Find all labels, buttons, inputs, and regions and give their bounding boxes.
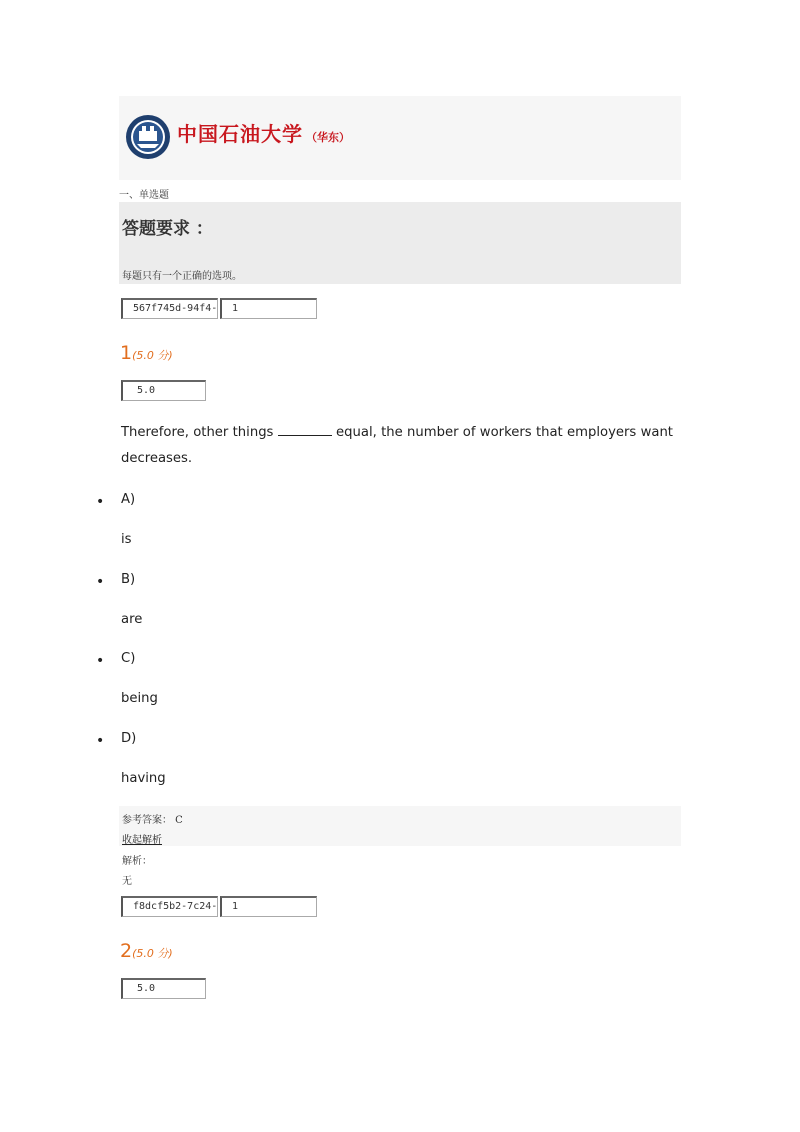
option-letter: D) (121, 730, 137, 746)
question-seq-field: 1 (220, 896, 317, 917)
question-2-id-row (121, 896, 681, 920)
header-banner (119, 96, 681, 180)
section-label: 一、单选题 (119, 190, 169, 201)
exam-page (96, 96, 681, 1000)
question-1-id-row (121, 298, 681, 322)
option-letter: A) (121, 492, 136, 507)
question-1-score-row (119, 380, 681, 402)
bullet-icon: • (96, 732, 105, 749)
score-field: 5.0 (121, 380, 206, 401)
collapse-analysis-link[interactable]: 收起解析 (122, 835, 162, 846)
option-letter: C) (121, 651, 136, 666)
requirements-box (119, 202, 681, 284)
analysis-value: 无 (122, 876, 132, 887)
question-id-field: 567f745d-94f4- (121, 298, 218, 319)
university-logo-text: 中国石油大学 （华东） (177, 122, 350, 146)
option-text: are (121, 611, 143, 627)
option-text: being (121, 691, 158, 706)
option-text: is (121, 532, 132, 547)
option-letter: B) (121, 571, 136, 587)
bullet-icon: • (96, 573, 105, 590)
answer-blank (278, 421, 332, 436)
question-id-field: f8dcf5b2-7c24- (121, 896, 218, 917)
question-2-number: 2(5.0 分) (120, 940, 173, 962)
reference-answer: 参考答案： C (122, 815, 183, 826)
question-1-number: 1(5.0 分) (120, 342, 173, 364)
question-1-text: Therefore, other things equal, the number of workers that employers want decreases. (121, 420, 673, 472)
analysis-label: 解析： (122, 856, 152, 867)
question-2-score-row (119, 978, 681, 1000)
option-c[interactable] (96, 651, 681, 731)
question-1-options (96, 492, 681, 810)
option-text: having (121, 770, 166, 786)
requirements-text: 每题只有一个正确的选项。 (122, 271, 242, 282)
option-b[interactable] (96, 571, 681, 652)
option-a[interactable] (96, 492, 681, 572)
bullet-icon: • (96, 653, 105, 669)
university-seal-icon (125, 114, 171, 160)
question-seq-field: 1 (220, 298, 317, 319)
analysis-section (122, 852, 681, 890)
answer-panel (119, 806, 681, 846)
option-d[interactable] (96, 730, 681, 811)
bullet-icon: • (96, 494, 105, 510)
requirements-title: 答题要求 ： (122, 219, 213, 239)
score-field: 5.0 (121, 978, 206, 999)
